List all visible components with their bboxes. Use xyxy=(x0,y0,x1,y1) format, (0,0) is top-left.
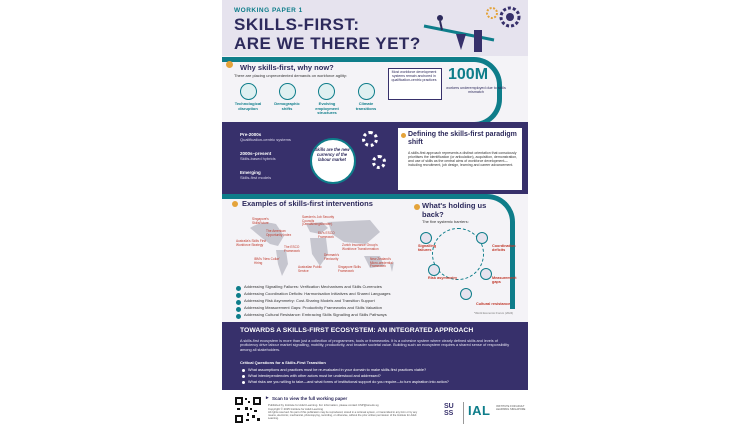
driver-employment: Evolving employment structures xyxy=(315,101,339,116)
timeline-era-3: Emerging xyxy=(240,170,261,175)
cultural-icon xyxy=(460,288,472,300)
publisher-line-3: All rights reserved. No part of this publication may be reproduced, stored in a retrieval system, or transmitted in any form or by any means, electronic, mechanical, photocopying, recording, or otherwise, without the prior written permission of the Institute for Adult Learning. xyxy=(268,411,418,420)
scan-arrow-icon: ▸ xyxy=(266,395,269,401)
example-label-3: Sweden's Job Security Councils (Omställningsfonden) xyxy=(302,215,335,227)
question-3: What risks are you willing to take—and what forms of institutional support do you require—to turn aspiration into action? xyxy=(248,380,449,384)
barrier-measurement: Measurement gaps xyxy=(492,276,517,285)
timeline-era-2: 2000s–present xyxy=(240,151,272,156)
barrier-cultural: Cultural resistance xyxy=(476,302,511,306)
example-label-8: IBM's 'New Collar' Hiring xyxy=(254,257,280,265)
question-bullet-icon xyxy=(242,381,245,384)
driver-climate: Climate transitions xyxy=(355,101,377,111)
ecosystem-body: A skills-first ecosystem is more than just a collection of programmes, tools or frameworks. It is a cohesive system where clearly defined skills and levels of proficiency drive labour market signalling, mobility, productivity, and broader societal value. Building such an ecosystem requires a shared sense of responsibility among all stakeholders. xyxy=(240,339,510,352)
example-label-11: New Zealand's Micro-credential Framework xyxy=(370,257,393,269)
publisher-line-2: Copyright © 2025 Institute for Adult Learning xyxy=(268,407,324,411)
timeline-desc-1: Qualification-centric systems xyxy=(240,137,291,142)
question-1: What assumptions and practices must be re-evaluated in your domain to make skills-first practices viable? xyxy=(248,368,427,372)
timeline-era-1: Pre-2000s xyxy=(240,132,262,137)
header-kicker: WORKING PAPER 1 xyxy=(234,7,303,14)
ial-logo: IAL xyxy=(468,403,491,418)
example-label-5: The ESCO Framework xyxy=(284,245,300,253)
holding-marker-dot xyxy=(414,204,420,210)
timeline-desc-2: Skills-based hybrids xyxy=(240,156,276,161)
ial-logo-subtitle: INSTITUTE FOR ADULT LEARNING SINGAPORE xyxy=(496,405,526,411)
driver-demographic: Demographic shifts xyxy=(274,101,300,111)
signalling-icon xyxy=(420,232,432,244)
examples-bullet-5: Addressing Cultural Resistance: Embracing Skills Signalling and Skills Pathways xyxy=(244,312,387,317)
why-callout-text: Most workforce development systems remain anchored in qualification-centric practices xyxy=(391,70,437,83)
path-marker-dot xyxy=(226,61,233,68)
barrier-risk: Risk asymmetry xyxy=(428,276,458,280)
examples-heading: Examples of skills-first interventions xyxy=(242,199,373,208)
example-label-1: Singapore's SkillsFuture xyxy=(252,217,269,225)
examples-bullet-4: Addressing Measurement Gaps: Productivity Frameworks and Skills Valuation xyxy=(244,305,382,310)
currency-text: Skills are the new currency of the labour market xyxy=(314,147,350,162)
seesaw-illustration-icon xyxy=(422,4,526,54)
poster xyxy=(222,0,528,430)
gear-icon-small xyxy=(372,155,386,169)
defining-marker-dot xyxy=(401,133,406,138)
qr-code-icon[interactable] xyxy=(234,396,262,424)
barrier-signalling: Signalling failures xyxy=(418,244,437,253)
examples-marker-dot xyxy=(232,201,238,207)
bullet-icon xyxy=(236,300,241,305)
publisher-line-1: Published by Institute for Adult Learning. For information, please contact CSP@ial.edu.sg xyxy=(268,403,379,407)
barrier-coordination: Coordination deficits xyxy=(492,244,516,253)
questions-title: Critical Questions for a Skills-First Transition xyxy=(240,360,326,365)
examples-bullet-1: Addressing Signalling Failures: Verification Mechanisms and Skills Currencies xyxy=(244,284,382,289)
question-bullet-icon xyxy=(242,375,245,378)
logo-divider xyxy=(463,402,464,424)
example-label-7: Zurich Insurance Group's Workforce Transformation xyxy=(342,243,379,251)
ecosystem-heading: TOWARDS A SKILLS-FIRST ECOSYSTEM: AN INTEGRATED APPROACH xyxy=(240,327,474,334)
coordination-icon xyxy=(476,232,488,244)
example-label-4: EU's ESCO Framework xyxy=(318,231,335,239)
examples-bullet-2: Addressing Coordination Deficits: Harmonisation Initiatives and Shared Languages xyxy=(244,291,391,296)
example-label-6: Australia's Skills First Workforce Strategy xyxy=(236,239,267,247)
example-label-10: Singapore Skills Framework xyxy=(338,265,361,273)
bullet-icon xyxy=(236,286,241,291)
bullet-icon xyxy=(236,314,241,319)
example-label-12: Australian Public Service xyxy=(298,265,322,273)
page-title-line2: ARE WE THERE YET? xyxy=(234,34,421,53)
example-label-9: Denmark's Flexicurity xyxy=(324,253,340,261)
example-label-2: The American Opportunity Index xyxy=(266,229,292,237)
technology-icon xyxy=(240,83,257,100)
gear-icon xyxy=(362,131,378,147)
question-2: What interdependencies with other actors must be understood and addressed? xyxy=(248,374,381,378)
bullet-icon xyxy=(236,307,241,312)
question-bullet-icon xyxy=(242,369,245,372)
why-intro: There are placing unprecedented demands on workforce agility: xyxy=(234,73,347,78)
page-title-line1: SKILLS-FIRST: xyxy=(234,15,360,34)
stat-value: 100M xyxy=(448,66,489,83)
holding-intro: The five systemic barriers: xyxy=(422,219,469,224)
examples-bullet-3: Addressing Risk Asymmetry: Cost-Sharing Models and Transition Support xyxy=(244,298,375,303)
driver-technological: Technological disruption xyxy=(234,101,262,111)
defining-heading: Defining the skills-first paradigm shift xyxy=(408,131,517,147)
climate-icon xyxy=(358,83,375,100)
why-heading: Why skills-first, why now? xyxy=(240,63,334,72)
defining-body: A skills-first approach represents a distinct orientation that consciously prioritises the identification (or articulation), acquisition, demonstration, and use of skills as the central aims of workforce development—including recruitment, job design, learning and career advancement. xyxy=(408,151,518,168)
holding-source: *World Economic Forum (2024) xyxy=(474,311,514,315)
measurement-icon xyxy=(480,268,492,280)
stat-text: workers underemployed due to skills mismatch xyxy=(446,86,506,95)
employment-structures-icon xyxy=(318,83,335,100)
suss-logo: SUSS xyxy=(444,403,454,417)
risk-icon xyxy=(428,264,440,276)
scan-text[interactable]: Scan to view the full working paper xyxy=(272,396,348,401)
holding-heading: What's holding us back? xyxy=(422,201,487,219)
demographic-icon xyxy=(279,83,296,100)
bullet-icon xyxy=(236,293,241,298)
timeline-desc-3: Skills-first models xyxy=(240,175,272,180)
